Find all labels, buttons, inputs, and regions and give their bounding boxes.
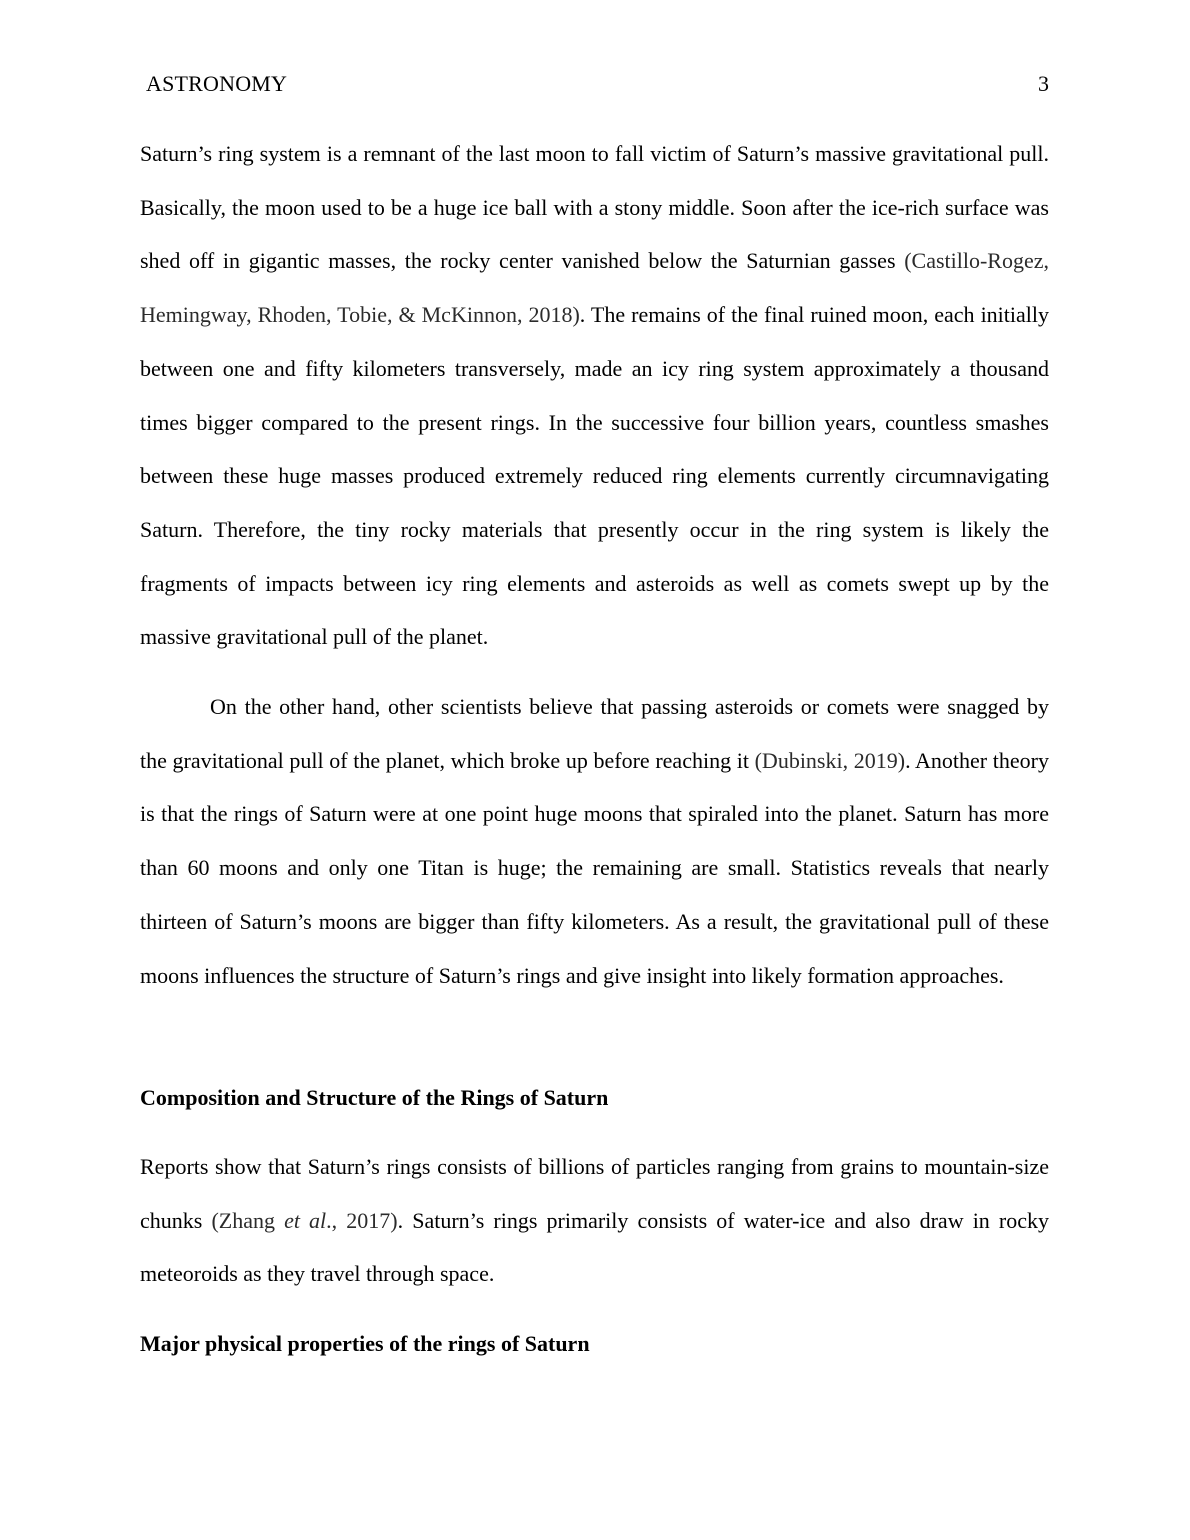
citation-castillo-rogez: (Castillo-Rogez, Hemingway, Rhoden, Tobie, & McKinnon, 2018): [140, 248, 1049, 328]
citation-et-al: et al: [284, 1207, 327, 1233]
paragraph-ring-origin: [140, 127, 1049, 664]
paragraph-composition: [140, 1140, 1049, 1301]
paragraph-text: Reports show that Saturn’s rings consists of billions of particles ranging from grains to mountain-size chunks: [140, 1154, 1049, 1233]
paragraph-text: . The remains of the final ruined moon, each initially between one and fifty kilometers transversely, made an icy ring system approximately a thousand times bigger compared to the present rings. In the successive four billion years, countless smashes between these huge masses produced extremely reduced ring elements currently circumnavigating Saturn. Therefore, the tiny rocky materials that presently occur in the ring system is likely the fragments of impacts between icy ring elements and asteroids as well as comets swept up by the massive gravitational pull of the planet.: [140, 302, 1050, 650]
citation-year: ., 2017): [326, 1207, 398, 1233]
citation-dubinski: (Dubinski, 2019): [754, 747, 906, 773]
citation-author: (Zhang: [211, 1207, 285, 1233]
paragraph-text: . Another theory is that the rings of Saturn were at one point huge moons that spiraled into the planet. Saturn has more than 60 moons and only one Titan is huge; the remaining are small. Statistics reveals that nearly thirteen of Saturn’s moons are bigger than fifty kilometers. As a result, the gravitational pull of these moons influences the structure of Saturn’s rings and give insight into likely formation approaches.: [140, 747, 1049, 988]
paragraph-text: On the other hand, other scientists believe that passing asteroids or comets were snagged by the gravitational pull of the planet, which broke up before reaching it: [140, 694, 1049, 773]
section-heading-physical-properties: Major physical properties of the rings of Saturn: [140, 1331, 590, 1356]
page-number: 3: [1038, 71, 1049, 96]
paragraph-text: Saturn’s ring system is a remnant of the last moon to fall victim of Saturn’s massive gravitational pull. Basically, the moon used to be a huge ice ball with a stony middle. Soon after the ice-rich surface was shed off in gigantic masses, the rocky center vanished below the Saturnian gasses: [140, 141, 1049, 274]
paragraph-text: . Saturn’s rings primarily consists of water-ice and also draw in rocky meteoroids as they travel through space.: [140, 1207, 1050, 1287]
running-head: ASTRONOMY: [146, 71, 288, 96]
paragraph-other-theories: [140, 680, 1049, 1002]
citation-zhang: [211, 1208, 397, 1233]
section-heading-composition: Composition and Structure of the Rings of Saturn: [140, 1085, 609, 1110]
